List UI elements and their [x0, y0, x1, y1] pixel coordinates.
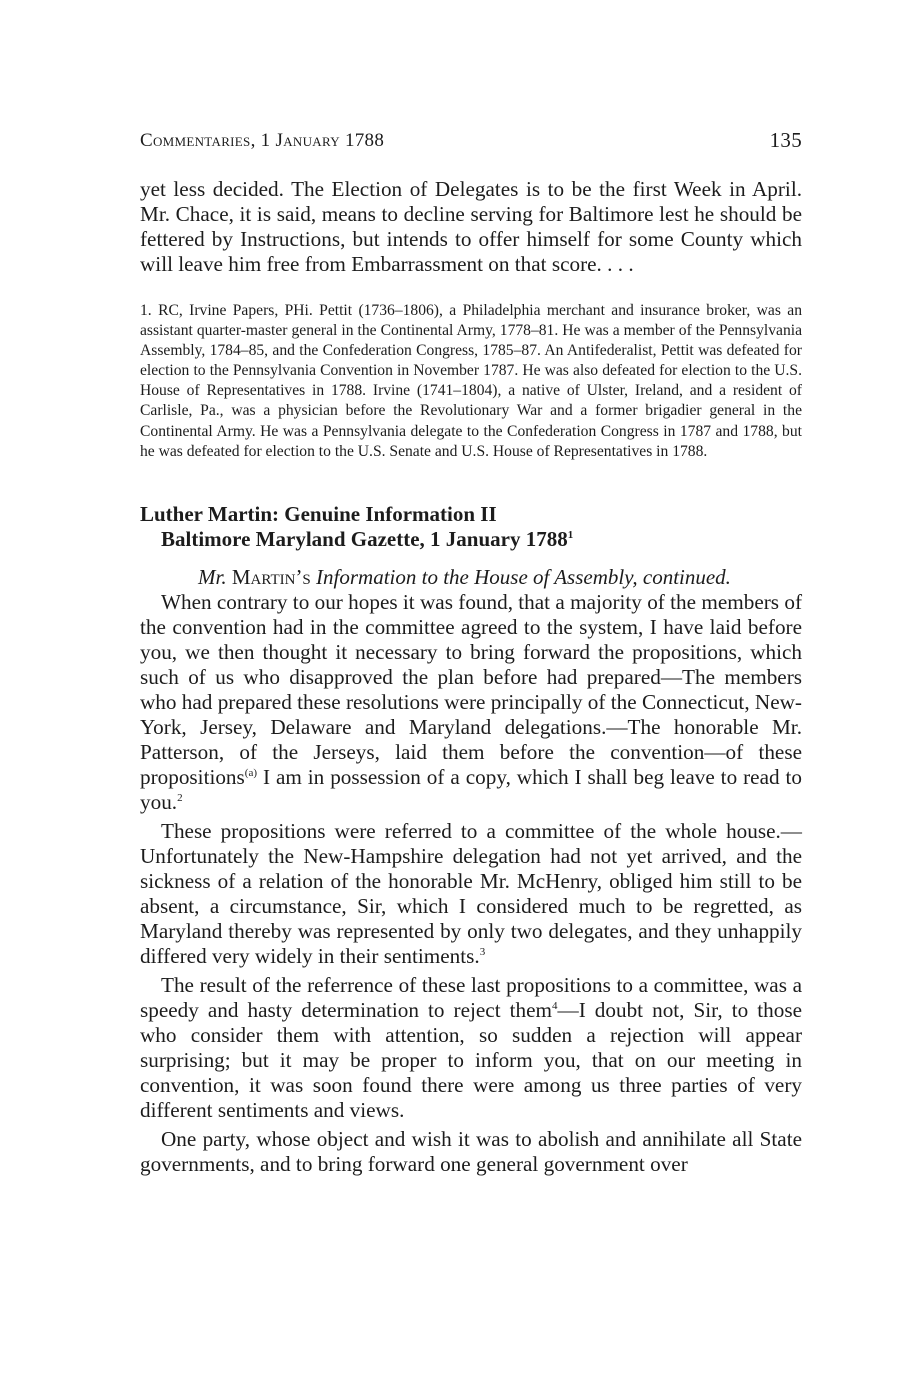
section-heading	[140, 502, 802, 552]
paragraph-1	[140, 590, 802, 815]
footnotes	[140, 301, 802, 462]
intro-name: Martin’s	[231, 564, 311, 589]
paragraph-1-text-b: I am in possession of a copy, which I shall beg leave to read to you.	[140, 764, 802, 814]
continued-letter-text: yet less decided. The Election of Delegates is to be the first Week in April. Mr. Chace, it is said, means to decline serving for Baltimore lest he should be fettered by Instructions, but intends to offer himself for some County which will leave him free from Embarrassment on that score. . . .	[140, 177, 802, 276]
paragraph-2-text: These propositions were referred to a committee of the whole house.—Unfortunately the New-Hampshire delegation had not yet arrived, and the sickness of a relation of the honorable Mr. McHenry, obliged him still to be absent, a circumstance, Sir, which I considered much to be regretted, as Maryland thereby was represented by only two delegates, and they unhappily differed very widely in their sentiments.	[140, 818, 802, 968]
intro-prefix: Mr.	[198, 564, 227, 589]
paragraph-1-note-a: (a)	[244, 766, 257, 779]
section-heading-title: Luther Martin: Genuine Information II	[140, 501, 497, 526]
paragraph-1-note-ref: 2	[177, 791, 183, 804]
paragraph-3	[140, 973, 802, 1123]
page-number: 135	[769, 128, 802, 152]
running-head-title: Commentaries, 1 January 1788	[140, 130, 385, 151]
paragraph-4: One party, whose object and wish it was to abolish and annihilate all State governments, and to bring forward one general government over	[140, 1126, 802, 1176]
paragraph-2-note-ref: 3	[479, 945, 486, 958]
paragraph-1-text-a: When contrary to our hopes it was found, that a majority of the members of the convention had in the committee agreed to the system, I have laid before you, we then thought it necessary to bring forward the propositions, which such of us who disapproved the plan before had prepared—The members who had prepared these resolutions were principally of the Connecticut, New-York, Jersey, Delaware and Maryland delegations.—The honorable Mr. Patterson, of the Jerseys, laid them before the convention—of these propositions	[140, 589, 802, 789]
section-intro	[140, 565, 802, 590]
paragraph-3-text-a: The result of the referrence of these last propositions to a committee, was a speedy and hasty determination to reject them	[140, 972, 802, 1022]
intro-rest: Information to the House of Assembly, continued.	[316, 564, 731, 589]
section-heading-note-ref: 1	[567, 528, 574, 541]
paragraph-3-note-ref: 4	[552, 999, 558, 1012]
running-head	[140, 128, 802, 158]
document-page	[140, 128, 802, 1177]
paragraph-3-text-b: —I doubt not, Sir, to those who consider them with attention, so sudden a rejection will appear surprising; but it may be proper to inform you, that on our meeting in convention, it was soon found there were among us three parties of very different sentiments and views.	[140, 997, 802, 1122]
footnote-1: 1. RC, Irvine Papers, PHi. Pettit (1736–1806), a Philadelphia merchant and insurance broker, was an assistant quarter-master general in the Continental Army, 1778–81. He was a member of the Pennsylvania Assembly, 1784–85, and the Confederation Congress, 1785–87. An Antifederalist, Pettit was defeated for election to the Pennsylvania Convention in November 1787. He was also defeated for election to the U.S. House of Representatives in 1788. Irvine (1741–1804), a native of Ulster, Ireland, and a resident of Carlisle, Pa., was a physician before the Revolutionary War and a former brigadier general in the Continental Army. He was a Pennsylvania delegate to the Confederation Congress in 1787 and 1788, but he was defeated for election to the U.S. Senate and U.S. House of Representatives in 1788.	[140, 302, 802, 460]
paragraph-2	[140, 819, 802, 969]
section-heading-source-text: Baltimore Maryland Gazette, 1 January 1788	[161, 526, 568, 551]
section-heading-source	[140, 527, 802, 552]
